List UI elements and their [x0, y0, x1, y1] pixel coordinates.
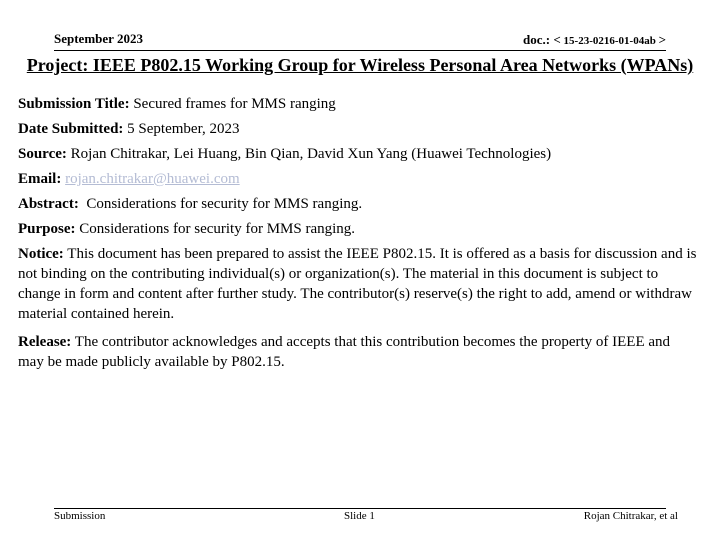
date-submitted-label: Date Submitted: — [18, 121, 124, 137]
footer-submission: Submission — [54, 510, 106, 522]
abstract-label: Abstract: — [18, 196, 79, 212]
submission-title-value: Secured frames for MMS ranging — [133, 96, 336, 112]
source-field — [18, 144, 698, 164]
notice-value: This document has been prepared to assist the IEEE P802.15. It is offered as a basis for discussion and is not binding on the contributing individual(s) or organization(s). The material in this document is subject to change in form and content after further study. The contributor(s) reserve(s) the right to add, amend or withdraw material contained herein. — [18, 246, 697, 322]
date-submitted-field — [18, 119, 698, 139]
document-body — [18, 94, 698, 377]
purpose-field — [18, 219, 698, 239]
submission-title-label: Submission Title: — [18, 96, 130, 112]
doc-gt: > — [658, 32, 666, 47]
email-label: Email: — [18, 171, 62, 187]
header-date: September 2023 — [54, 31, 143, 46]
purpose-value: Considerations for security for MMS ranging. — [79, 221, 356, 237]
notice-label: Notice: — [18, 246, 64, 262]
date-submitted-value: 5 September, 2023 — [127, 121, 240, 137]
email-link[interactable]: rojan.chitrakar@huawei.com — [65, 171, 240, 187]
doc-number: 15-23-0216-01-04ab — [560, 35, 659, 47]
abstract-field — [18, 194, 698, 214]
header-doc-id — [523, 32, 666, 48]
footer-divider — [54, 508, 666, 509]
purpose-label: Purpose: — [18, 221, 76, 237]
abstract-value: Considerations for security for MMS ranging. — [86, 196, 363, 212]
source-value: Rojan Chitrakar, Lei Huang, Bin Qian, David Xun Yang (Huawei Technologies) — [70, 146, 552, 162]
footer-author: Rojan Chitrakar, et al — [583, 510, 678, 522]
release-value: The contributor acknowledges and accepts that this contribution becomes the property of IEEE and may be made publicly available by P802.15. — [18, 334, 671, 370]
notice-field — [18, 244, 698, 324]
doc-prefix: doc.: — [523, 32, 554, 47]
doc-lt: < — [553, 32, 561, 47]
email-field — [18, 169, 698, 189]
header-divider — [54, 50, 666, 51]
footer-slide-number: Slide 1 — [344, 510, 375, 522]
source-label: Source: — [18, 146, 67, 162]
project-title: Project: IEEE P802.15 Working Group for Wireless Personal Area Networks (WPANs) — [26, 55, 694, 75]
submission-title-field — [18, 94, 698, 114]
release-field — [18, 332, 698, 372]
release-label: Release: — [18, 334, 72, 350]
